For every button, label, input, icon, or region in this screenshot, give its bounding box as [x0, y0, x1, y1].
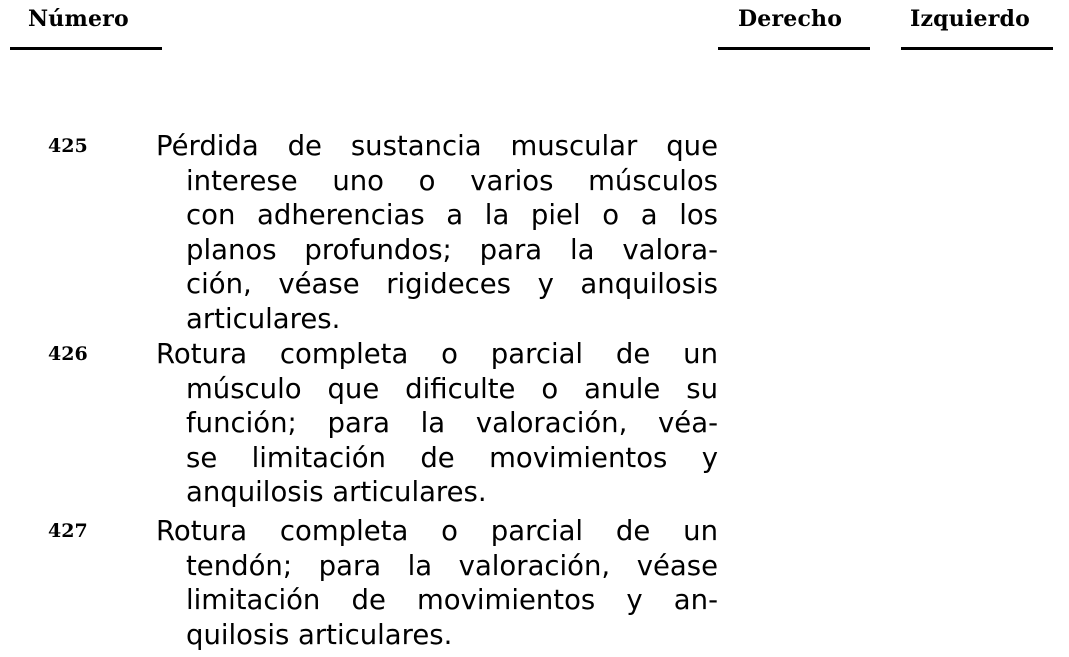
entry-text-line: planos profundos; para la valora-: [186, 233, 718, 266]
entry-number: 425: [48, 135, 88, 157]
header-izquierdo-rule: [901, 47, 1053, 50]
header-derecho-rule: [718, 47, 870, 50]
entry-text-line: Rotura completa o parcial de un: [156, 515, 718, 547]
header-numero-rule: [10, 47, 162, 50]
entry-text-line: interese uno o varios músculos: [186, 164, 718, 197]
entry-text-line: se limitación de movimientos y: [186, 441, 718, 474]
entry-text-line: limitación de movimientos y an-: [186, 584, 718, 617]
entry-number: 427: [48, 520, 88, 542]
entry-text-line: músculo que dificulte o anule su: [186, 372, 718, 405]
entry-text-line: quilosis articulares.: [186, 618, 453, 651]
header-derecho-label: Derecho: [738, 6, 843, 32]
entry-number: 426: [48, 343, 88, 365]
entry-text-line: función; para la valoración, véa-: [186, 407, 718, 440]
entry-text-line: anquilosis articulares.: [186, 476, 487, 509]
entry-text-line: tendón; para la valoración, véase: [186, 549, 718, 582]
entry-text-line: articulares.: [186, 303, 341, 335]
entry-text-line: Rotura completa o parcial de un: [156, 338, 718, 370]
header-numero-label: Número: [28, 6, 129, 32]
entry-text-line: con adherencias a la piel o a los: [186, 199, 718, 232]
entry-text-line: ción, véase rigideces y anquilosis: [186, 268, 718, 301]
header-izquierdo-label: Izquierdo: [910, 6, 1030, 32]
entry-text-line: Pérdida de sustancia muscular que: [156, 130, 718, 162]
